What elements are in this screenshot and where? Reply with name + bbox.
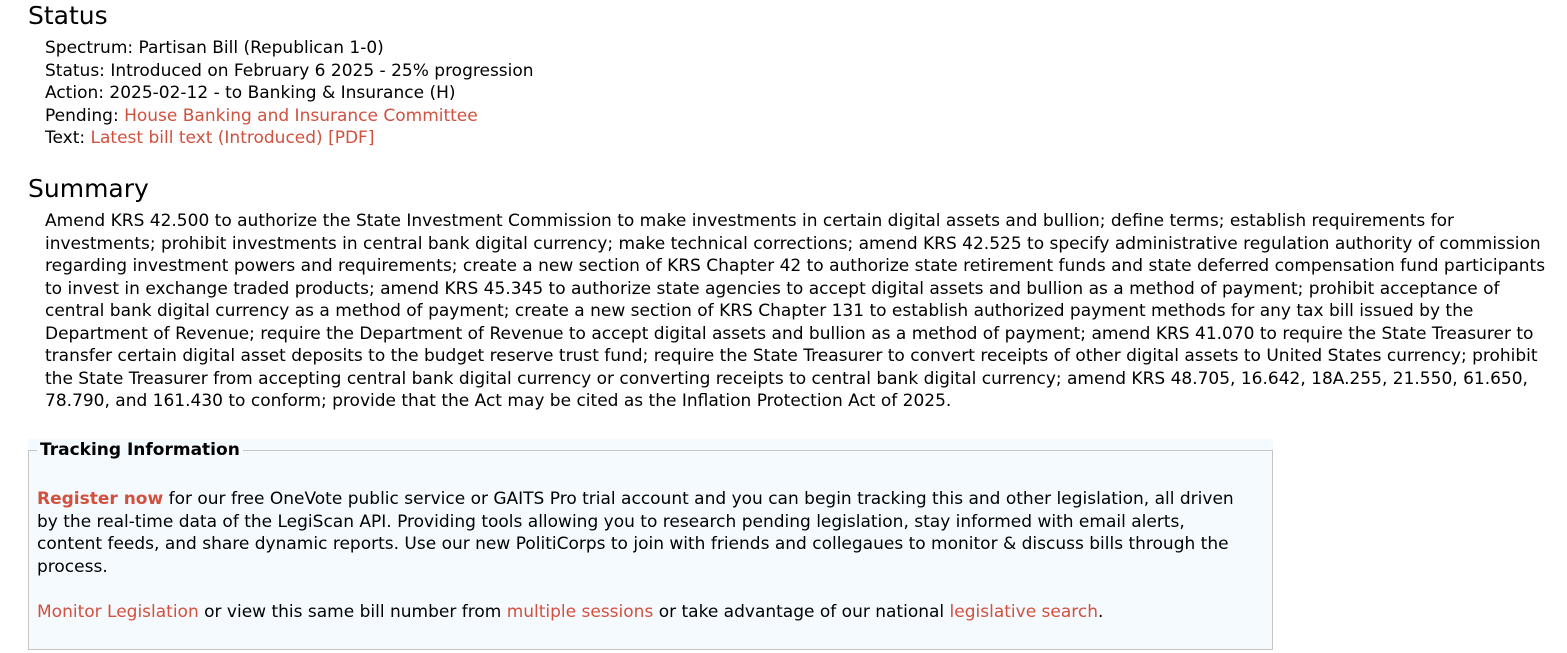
status-label: Status: [45, 60, 105, 81]
tracking-links [37, 601, 1252, 624]
text-label: Text: [45, 128, 86, 148]
spectrum-value: Partisan Bill (Republican 1-0) [138, 38, 384, 58]
summary-heading: Summary [28, 174, 149, 203]
tracking-panel [28, 439, 1273, 650]
tracking-text-a: or view this same bill number from [198, 602, 507, 622]
status-row [45, 60, 534, 83]
pending-committee-link[interactable]: House Banking and Insurance Committee [124, 105, 478, 126]
action-value: 2025-02-12 - to Banking & Insurance (H) [109, 83, 456, 103]
spectrum-row [45, 37, 534, 60]
pending-row [45, 105, 534, 128]
legislative-search-link[interactable]: legislative search [949, 602, 1099, 622]
status-heading: Status [28, 1, 108, 30]
spectrum-label: Spectrum: [45, 38, 134, 58]
text-row [45, 127, 534, 150]
tracking-text-c: . [1098, 602, 1104, 622]
action-row [45, 82, 534, 105]
bill-text-link[interactable]: Latest bill text (Introduced) [PDF] [90, 128, 375, 148]
multiple-sessions-link[interactable]: multiple sessions [506, 602, 654, 622]
summary-text: Amend KRS 42.500 to authorize the State Investment Commission to make investments in certain digital assets and bullion; define terms; establish requirements for investments; prohibit investments in central bank digital currency; make technical corrections; amend KRS 42.525 to specify administrative regulation authority of commission regarding investment powers and requirements; create a new section of KRS Chapter 42 to authorize state retirement funds and state deferred compensation fund participants to invest in exchange traded products; amend KRS 45.345 to authorize state agencies to accept digital assets and bullion as a method of payment; prohibit acceptance of central bank digital currency as a method of payment; create a new section of KRS Chapter 131 to establish authorized payment methods for any tax bill issued by the Department of Revenue; require the Department of Revenue to accept digital assets and bullion as a method of payment; amend KRS 41.070 to require the State Treasurer to transfer certain digital asset deposits to the budget reserve trust fund; require the State Treasurer to convert receipts of other digital assets to United States currency; prohibit the State Treasurer from accepting central bank digital currency or converting receipts to central bank digital currency; amend KRS 48.705, 16.642, 18A.255, 21.550, 61.650, 78.790, and 161.430 to conform; provide that the Act may be cited as the Inflation Protection Act of 2025. [45, 211, 1546, 411]
status-value: Introduced on February 6 2025 - 25% progression [110, 60, 534, 81]
pending-label: Pending: [45, 105, 119, 126]
monitor-legislation-link[interactable]: Monitor Legislation [37, 602, 199, 622]
register-description: for our free OneVote public service or GAITS Pro trial account and you can begin tracking this and other legislation, all driven by the real-time data of the LegiScan API. Providing tools allowing you to research pending legislation, stay informed with email alerts, content feeds, and share dynamic reports. Use our new PolitiCorps to join with friends and collegaues to monitor & discuss bills through the process. [37, 489, 1234, 577]
register-now-link[interactable]: Register now [37, 489, 164, 509]
tracking-text-b: or take advantage of our national [653, 602, 950, 622]
action-label: Action: [45, 83, 104, 103]
status-details [45, 37, 534, 150]
tracking-legend: Tracking Information [37, 439, 243, 461]
tracking-description [37, 488, 1252, 578]
